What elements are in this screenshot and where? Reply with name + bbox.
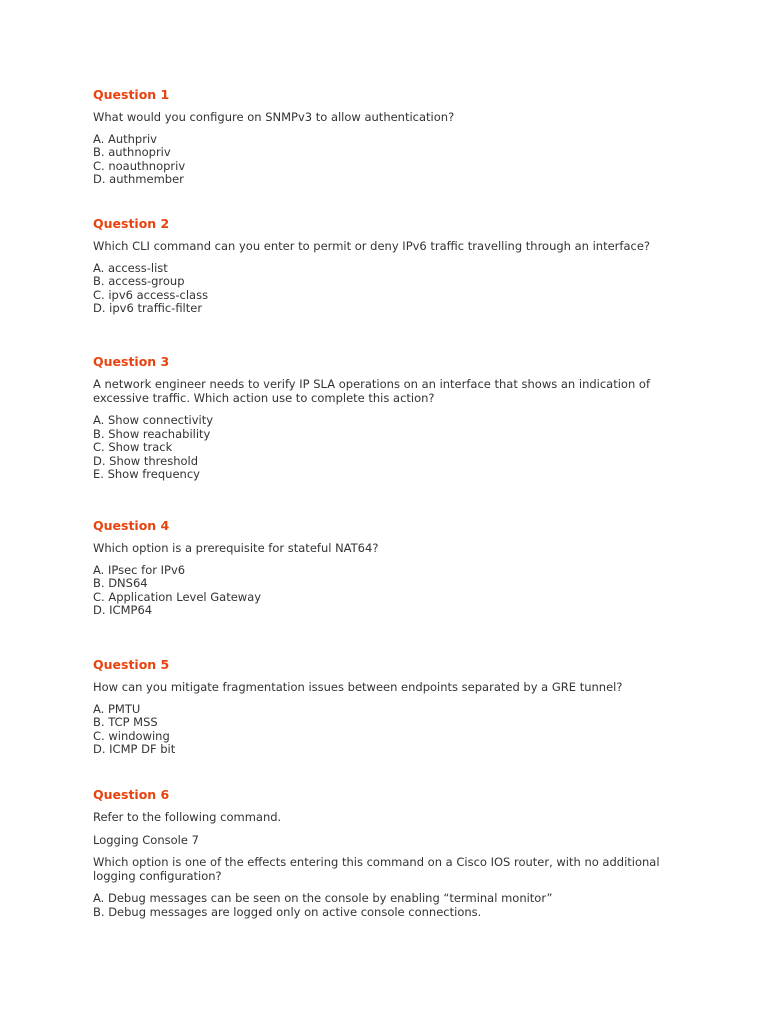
question-text: Which option is one of the effects entering this command on a Cisco IOS router, with no additional logging configuration? bbox=[93, 855, 660, 883]
question-3 bbox=[93, 355, 733, 482]
question-2 bbox=[93, 217, 733, 316]
option-list bbox=[93, 262, 733, 316]
question-title: Question 1 bbox=[93, 87, 170, 102]
option-list bbox=[93, 414, 733, 482]
question-title: Question 4 bbox=[93, 518, 170, 533]
option-a: A. Debug messages can be seen on the console by enabling “terminal monitor” bbox=[93, 891, 553, 905]
option-a: A. access-list bbox=[93, 260, 168, 275]
option-c: C. noauthnopriv bbox=[93, 158, 186, 173]
command-text: Logging Console 7 bbox=[93, 832, 199, 847]
option-list bbox=[93, 564, 733, 618]
option-d: D. ICMP DF bit bbox=[93, 742, 176, 756]
option-c: C. ipv6 access-class bbox=[93, 287, 209, 302]
question-1 bbox=[93, 88, 733, 187]
question-text: Refer to the following command. bbox=[93, 810, 282, 824]
question-title: Question 2 bbox=[93, 216, 170, 231]
option-a: A. PMTU bbox=[93, 701, 141, 716]
option-list bbox=[93, 133, 733, 187]
option-d: D. authmember bbox=[93, 172, 184, 186]
question-text: Which CLI command can you enter to permit or deny IPv6 traffic travelling through an interface? bbox=[93, 239, 651, 253]
option-c: C. Show track bbox=[93, 440, 173, 454]
option-d: D. ipv6 traffic-filter bbox=[93, 301, 203, 315]
option-b: B. access-group bbox=[93, 274, 185, 288]
option-list bbox=[93, 892, 733, 919]
question-4 bbox=[93, 519, 733, 618]
option-list bbox=[93, 703, 733, 757]
option-c: C. Application Level Gateway bbox=[93, 589, 262, 604]
option-c: C. windowing bbox=[93, 728, 170, 743]
option-d: D. Show threshold bbox=[93, 453, 199, 468]
question-text: Which option is a prerequisite for stateful NAT64? bbox=[93, 541, 379, 555]
option-b: B. DNS64 bbox=[93, 576, 148, 590]
question-text: How can you mitigate fragmentation issues between endpoints separated by a GRE tunnel? bbox=[93, 680, 623, 694]
question-title: Question 5 bbox=[93, 657, 170, 672]
option-b: B. authnopriv bbox=[93, 145, 171, 159]
question-text: What would you configure on SNMPv3 to allow authentication? bbox=[93, 110, 455, 124]
option-a: A. IPsec for IPv6 bbox=[93, 562, 186, 577]
question-text: A network engineer needs to verify IP SLA operations on an interface that shows an indication of excessive traffic. Which action use to complete this action? bbox=[93, 377, 650, 405]
question-title: Question 6 bbox=[93, 787, 170, 802]
option-d: D. ICMP64 bbox=[93, 603, 153, 617]
option-b: B. Show reachability bbox=[93, 426, 211, 441]
question-6 bbox=[93, 788, 733, 919]
option-a: A. Show connectivity bbox=[93, 413, 214, 427]
option-e: E. Show frequency bbox=[93, 467, 200, 481]
question-title: Question 3 bbox=[93, 354, 170, 369]
option-b: B. Debug messages are logged only on active console connections. bbox=[93, 904, 482, 919]
option-b: B. TCP MSS bbox=[93, 715, 158, 729]
question-5 bbox=[93, 658, 733, 757]
option-a: A. Authpriv bbox=[93, 131, 157, 146]
